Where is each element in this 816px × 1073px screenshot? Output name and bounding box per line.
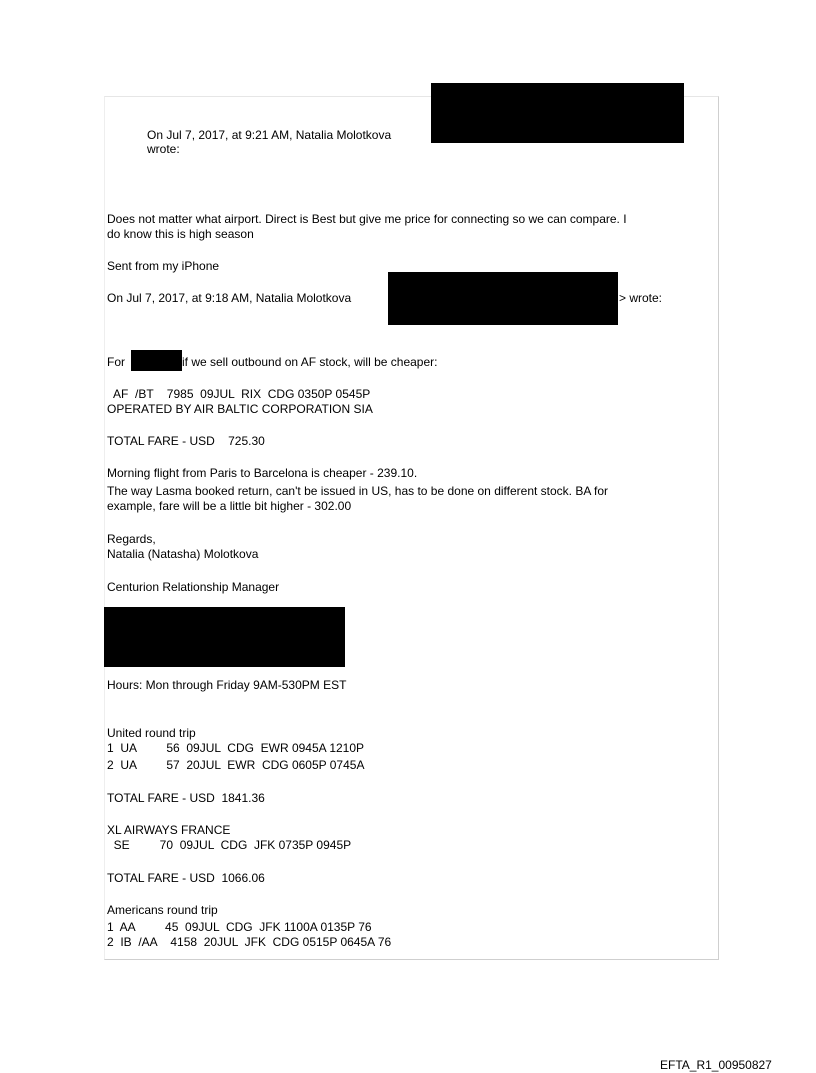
quoted-header-line2: wrote: [147, 142, 180, 156]
redaction-block [104, 607, 345, 667]
redaction-block [131, 350, 182, 371]
xl-segment-1: SE 70 09JUL CDG JFK 0735P 0945P [107, 838, 352, 852]
second-header-suffix: > wrote: [619, 291, 663, 305]
fare-total-united: TOTAL FARE - USD 1841.36 [107, 791, 265, 805]
redaction-block [431, 83, 684, 143]
americans-segment-1: 1 AA 45 09JUL CDG JFK 1100A 0135P 76 [107, 920, 372, 934]
reply-line2: do know this is high season [107, 227, 254, 241]
signature-hours: Hours: Mon through Friday 9AM-530PM EST [107, 678, 347, 692]
document-id: EFTA_R1_00950827 [660, 1058, 772, 1072]
notes-line1: Morning flight from Paris to Barcelona is cheaper - 239.10. [107, 466, 418, 480]
intro-text: if we sell outbound on AF stock, will be cheaper: [182, 355, 438, 369]
af-flight-line: AF /BT 7985 09JUL RIX CDG 0350P 0545P [107, 387, 371, 401]
united-title: United round trip [107, 726, 196, 740]
reply-line1: Does not matter what airport. Direct is Best but give me price for connecting so we can compare. I [107, 212, 627, 226]
americans-title: Americans round trip [107, 903, 218, 917]
notes-line2: The way Lasma booked return, can't be issued in US, has to be done on different stock. BA for [107, 484, 609, 498]
quoted-header-line1: On Jul 7, 2017, at 9:21 AM, Natalia Molotkova [147, 128, 392, 142]
fare-total-af: TOTAL FARE - USD 725.30 [107, 434, 265, 448]
signature-name: Natalia (Natasha) Molotkova [107, 547, 259, 561]
af-operated-by: OPERATED BY AIR BALTIC CORPORATION SIA [107, 402, 373, 416]
second-header-text: On Jul 7, 2017, at 9:18 AM, Natalia Molotkova [107, 291, 352, 305]
signature-title: Centurion Relationship Manager [107, 580, 280, 594]
notes-line3: example, fare will be a little bit higher - 302.00 [107, 499, 352, 513]
united-segment-2: 2 UA 57 20JUL EWR CDG 0605P 0745A [107, 758, 365, 772]
americans-segment-2: 2 IB /AA 4158 20JUL JFK CDG 0515P 0645A 76 [107, 935, 392, 949]
intro-prefix: For [107, 355, 125, 369]
united-segment-1: 1 UA 56 09JUL CDG EWR 0945A 1210P [107, 741, 365, 755]
redaction-block [388, 272, 618, 325]
sent-from-line: Sent from my iPhone [107, 259, 220, 273]
xl-title: XL AIRWAYS FRANCE [107, 823, 231, 837]
signature-regards: Regards, [107, 532, 156, 546]
fare-total-xl: TOTAL FARE - USD 1066.06 [107, 871, 265, 885]
